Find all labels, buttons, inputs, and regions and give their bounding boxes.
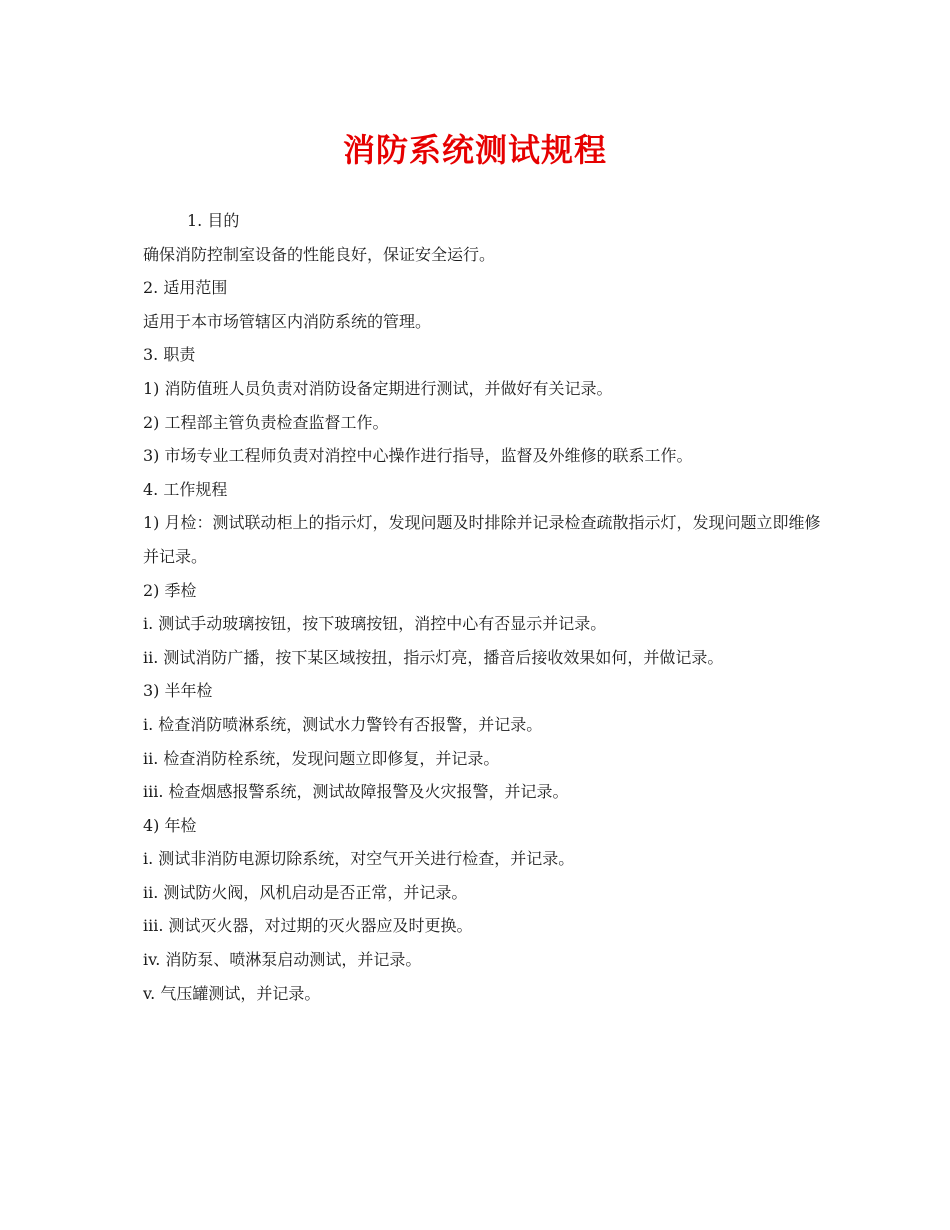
section-heading-duties: 3. 职责 xyxy=(143,345,196,365)
document-title: 消防系统测试规程 xyxy=(342,131,607,169)
paragraph: 适用于本市场管辖区内消防系统的管理。 xyxy=(143,311,432,331)
subsection-heading-quarterly: 2) 季检 xyxy=(143,580,197,600)
list-item: i. 检查消防喷淋系统，测试水力警铃有否报警，并记录。 xyxy=(143,714,543,734)
list-item: iii. 测试灭火器，对过期的灭火器应及时更换。 xyxy=(143,916,473,936)
section-heading-procedure: 4. 工作规程 xyxy=(143,479,228,499)
subsection-heading-semiannual: 3) 半年检 xyxy=(143,681,213,701)
list-item: 1) 月检：测试联动柜上的指示灯，发现问题及时排除并记录检查疏散指示灯，发现问题立即维修并记录。 xyxy=(143,513,821,566)
list-item: 2) 工程部主管负责检查监督工作。 xyxy=(143,412,389,432)
subsection-heading-annual: 4) 年检 xyxy=(143,815,197,835)
section-heading-purpose: 1. 目的 xyxy=(187,211,240,230)
list-item: ii. 检查消防栓系统，发现问题立即修复，并记录。 xyxy=(143,748,500,768)
paragraph: 确保消防控制室设备的性能良好，保证安全运行。 xyxy=(143,244,496,264)
list-item: v. 气压罐测试，并记录。 xyxy=(143,983,321,1003)
list-item: iii. 检查烟感报警系统，测试故障报警及火灾报警，并记录。 xyxy=(143,782,569,802)
section-heading-scope: 2. 适用范围 xyxy=(143,278,228,298)
list-item: i. 测试手动玻璃按钮，按下玻璃按钮，消控中心有否显示并记录。 xyxy=(143,614,607,634)
list-item: 1) 消防值班人员负责对消防设备定期进行测试，并做好有关记录。 xyxy=(143,378,613,398)
list-item: ii. 测试防火阀，风机启动是否正常，并记录。 xyxy=(143,882,468,902)
list-item: i. 测试非消防电源切除系统，对空气开关进行检查，并记录。 xyxy=(143,849,575,869)
list-item: 3) 市场专业工程师负责对消控中心操作进行指导，监督及外维修的联系工作。 xyxy=(143,446,693,466)
document-body xyxy=(143,204,843,1010)
list-item: ii. 测试消防广播，按下某区域按扭，指示灯亮，播音后接收效果如何，并做记录。 xyxy=(143,647,724,667)
list-item: iv. 消防泵、喷淋泵启动测试，并记录。 xyxy=(143,950,422,970)
